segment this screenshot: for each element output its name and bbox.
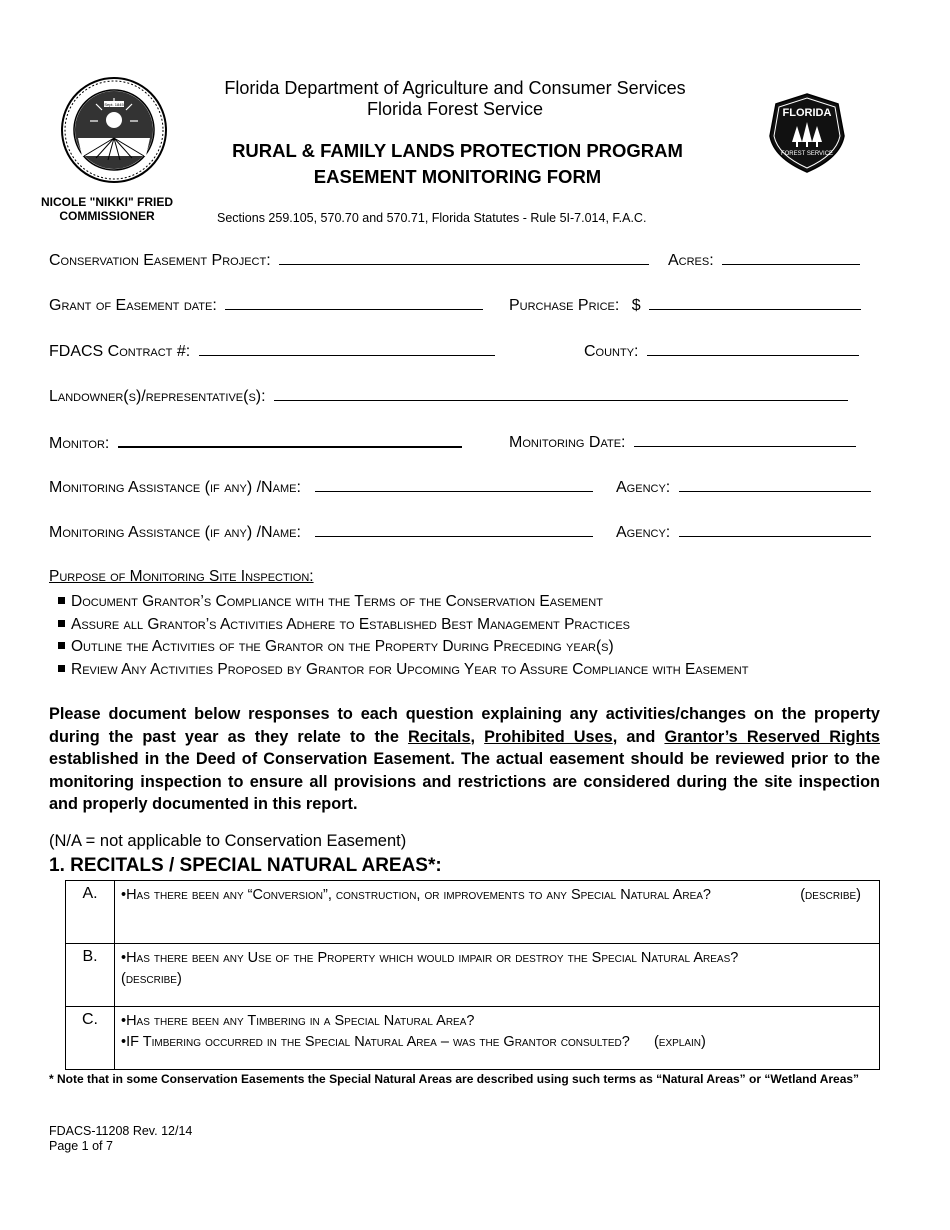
purpose-heading: Purpose of Monitoring Site Inspection: <box>49 568 314 585</box>
page-number: Page 1 of 7 <box>49 1139 113 1153</box>
footnote: * Note that in some Conservation Easements the Special Natural Areas are described using such terms as “Natural Areas” or “Wetland Areas” <box>49 1072 860 1086</box>
agency-1-label: Agency: <box>616 479 671 496</box>
square-bullet-icon <box>58 597 65 604</box>
monitor-input[interactable] <box>118 432 462 448</box>
acres-label: Acres: <box>668 252 714 269</box>
seal-year: Sept. 1845 <box>104 102 124 107</box>
form-title: EASEMENT MONITORING FORM <box>313 166 602 187</box>
florida-forest-service-logo <box>766 92 848 174</box>
contract-label: FDACS Contract #: <box>49 343 191 360</box>
square-bullet-icon <box>58 642 65 649</box>
purpose-list <box>58 591 748 681</box>
recitals-link: Recitals <box>408 727 471 746</box>
table-row <box>66 881 880 944</box>
row-letter: B. <box>66 944 115 1007</box>
questions-table <box>65 880 880 1070</box>
fdacs-seal-logo <box>60 76 168 184</box>
commissioner-title: COMMISSIONER <box>59 209 155 223</box>
question-cell[interactable]: •Has there been any Timbering in a Special Natural Area? •IF Timbering occurred in the Special Natural Area – was the Grantor consulted? (explain) <box>115 1007 880 1070</box>
purchase-price-label: Purchase Price: <box>509 297 620 314</box>
prohibited-uses-link: Prohibited Uses <box>484 727 613 746</box>
list-item: Outline the Activities of the Grantor on the Property During Preceding year(s) <box>58 636 748 659</box>
division-name: Florida Forest Service <box>366 99 544 119</box>
row-letter: A. <box>66 881 115 944</box>
project-label: Conservation Easement Project: <box>49 252 271 269</box>
table-row <box>66 944 880 1007</box>
section-title: 1. RECITALS / SPECIAL NATURAL AREAS*: <box>49 855 442 876</box>
department-name: Florida Department of Agriculture and Consumer Services <box>224 78 686 98</box>
monitor-label: Monitor: <box>49 435 110 452</box>
list-item: Document Grantor’s Compliance with the Terms of the Conservation Easement <box>58 591 748 614</box>
logo-subtext: FOREST SERVICE <box>780 151 834 157</box>
assistance-1-label: Monitoring Assistance (if any) /Name: <box>49 479 301 496</box>
monitoring-date-label: Monitoring Date: <box>509 434 626 451</box>
form-number: FDACS-11208 Rev. 12/14 <box>49 1124 193 1138</box>
project-input[interactable] <box>279 250 649 265</box>
agency-2-label: Agency: <box>616 524 671 541</box>
landowner-input[interactable] <box>274 386 848 401</box>
agency-2-input[interactable] <box>679 522 871 537</box>
assistance-2-input[interactable] <box>315 522 593 537</box>
purchase-price-input[interactable] <box>649 295 861 310</box>
square-bullet-icon <box>58 665 65 672</box>
na-note: (N/A = not applicable to Conservation Easement) <box>49 832 407 850</box>
currency-symbol: $ <box>631 297 641 314</box>
monitoring-date-input[interactable] <box>634 432 856 447</box>
question-cell[interactable]: •Has there been any “Conversion”, construction, or improvements to any Special Natural Area? (describe) <box>115 881 880 944</box>
question-cell[interactable]: •Has there been any Use of the Property which would impair or destroy the Special Natural Areas? (describe) <box>115 944 880 1007</box>
reserved-rights-link: Grantor’s Reserved Rights <box>664 727 880 746</box>
statutes-reference: Sections 259.105, 570.70 and 570.71, Florida Statutes - Rule 5I-7.014, F.A.C. <box>217 211 647 225</box>
commissioner-name: NICOLE "NIKKI" FRIED <box>40 195 174 209</box>
logo-text: FLORIDA <box>782 107 832 119</box>
assistance-2-label: Monitoring Assistance (if any) /Name: <box>49 524 301 541</box>
assistance-1-input[interactable] <box>315 477 593 492</box>
contract-input[interactable] <box>199 341 495 356</box>
grant-date-label: Grant of Easement date: <box>49 297 217 314</box>
county-input[interactable] <box>647 341 859 356</box>
county-label: County: <box>584 343 639 360</box>
instructions-paragraph: Please document below responses to each question explaining any activities/changes on the property during the past year as they relate to the Recitals, Prohibited Uses, and Grantor’s Reserved Rights established in the Deed of Conservation Easement. The actual easement should be reviewed prior to the monitoring inspection to ensure all provisions and restrictions are considered during the site inspection and properly documented in this report. <box>49 705 880 813</box>
acres-input[interactable] <box>722 250 860 265</box>
square-bullet-icon <box>58 620 65 627</box>
agency-1-input[interactable] <box>679 477 871 492</box>
grant-date-input[interactable] <box>225 295 483 310</box>
row-letter: C. <box>66 1007 115 1070</box>
list-item: Review Any Activities Proposed by Grantor for Upcoming Year to Assure Compliance with Easement <box>58 659 748 682</box>
program-title: RURAL & FAMILY LANDS PROTECTION PROGRAM <box>232 140 683 161</box>
table-row <box>66 1007 880 1070</box>
list-item: Assure all Grantor’s Activities Adhere to Established Best Management Practices <box>58 614 748 637</box>
landowner-label: Landowner(s)/representative(s): <box>49 388 266 405</box>
